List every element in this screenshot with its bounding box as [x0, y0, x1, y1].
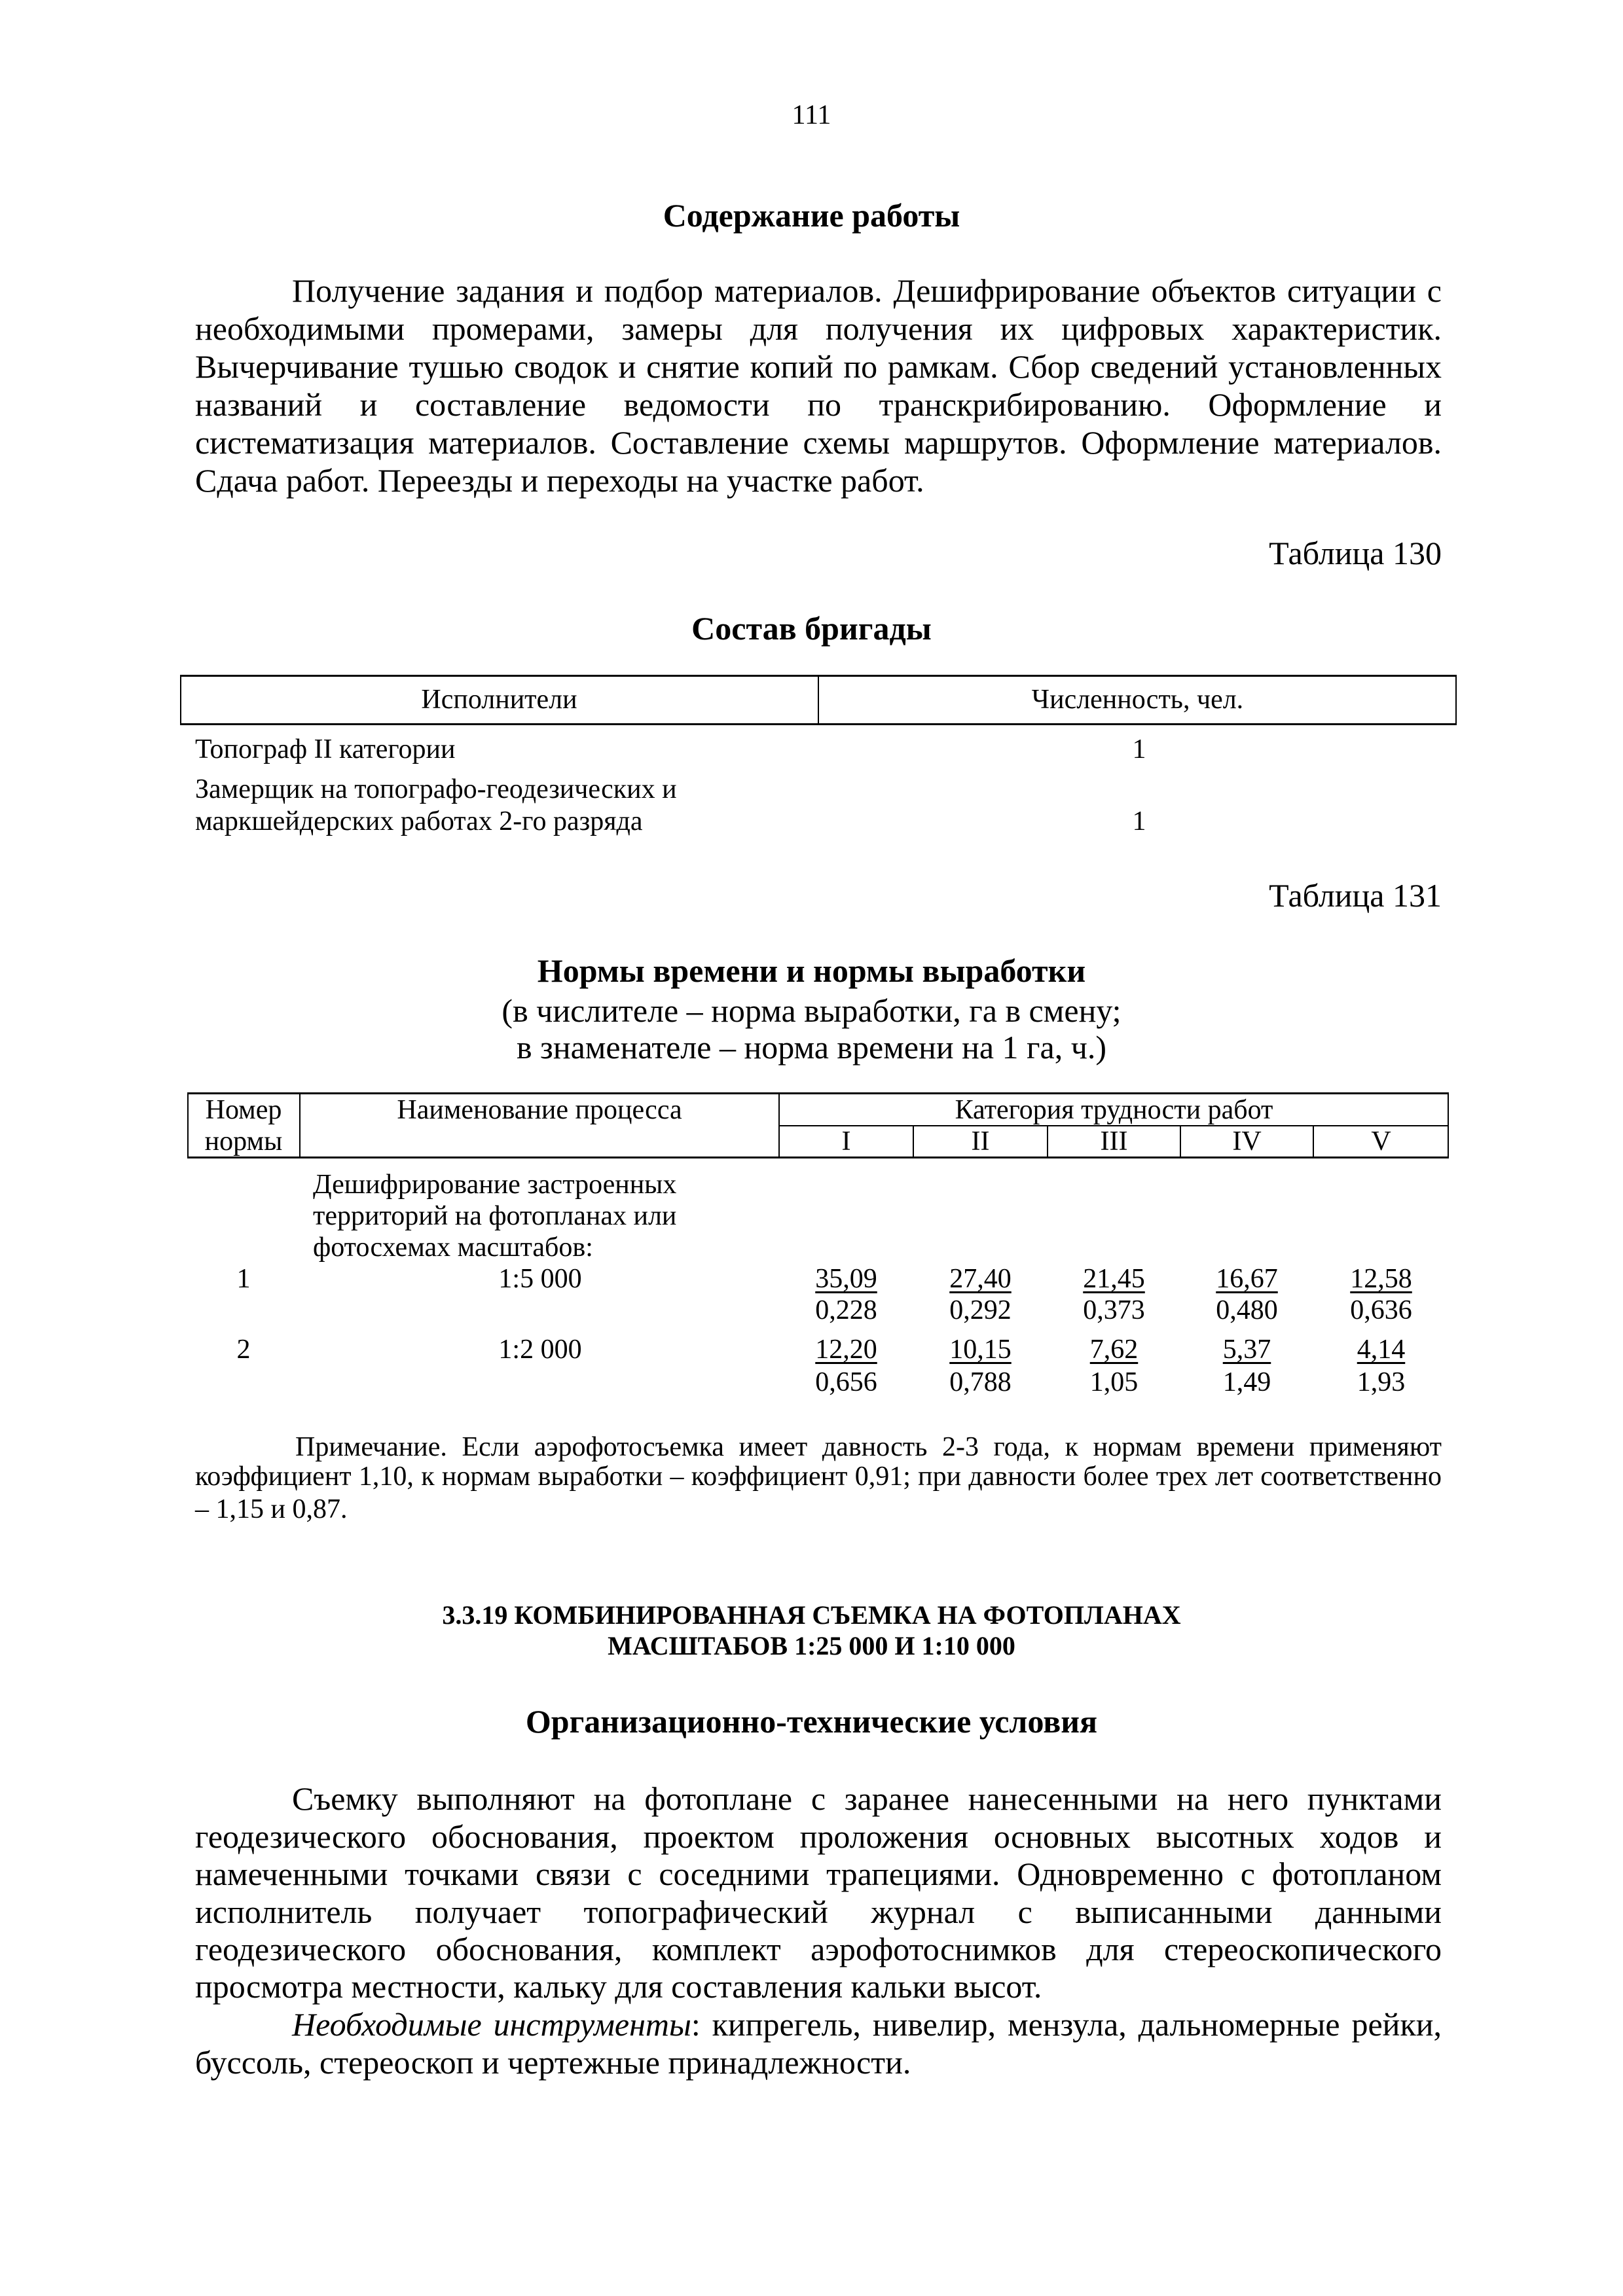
section-heading: 3.3.19 КОМБИНИРОВАННАЯ СЪЕМКА НА ФОТОПЛАНАХ: [442, 1600, 1181, 1630]
paragraph-line: названий и составление ведомости по транскрибированию. Оформление и: [195, 386, 1442, 423]
time-norm: 1,49: [1222, 1367, 1271, 1397]
note-line: коэффициент 1,10, к нормам выработки – коэффициент 0,91; при давности более трех лет соответственно: [195, 1462, 1442, 1492]
process-group-label: территорий на фотопланах или: [313, 1201, 677, 1231]
process-group-label: Дешифрирование застроенных: [313, 1170, 677, 1200]
paragraph-line: геодезического обоснования, проектом проложения основных высотных ходов и: [195, 1818, 1442, 1855]
column-header-process: Наименование процесса: [397, 1095, 682, 1125]
section-heading: МАСШТАБОВ 1:25 000 И 1:10 000: [608, 1631, 1015, 1660]
output-norm: 7,62: [1089, 1335, 1139, 1365]
table-131-subtitle: (в числителе – норма выработки, га в смену;: [501, 992, 1122, 1029]
table-131-label: Таблица 131: [1269, 877, 1442, 914]
paragraph-line: [292, 2005, 1442, 2043]
paragraph-line: геодезического обоснования, комплект аэрофотоснимков для стереоскопического: [195, 1931, 1442, 1967]
column-header-number: Номер: [205, 1095, 282, 1125]
column-header-number: нормы: [204, 1126, 283, 1157]
paragraph-line: Получение задания и подбор материалов. Дешифрирование объектов ситуации с: [292, 272, 1442, 309]
table-131-title: Нормы времени и нормы выработки: [537, 952, 1086, 989]
tools-list: : кипрегель, нивелир, мензула, дальномерные рейки,: [691, 2006, 1442, 2043]
output-norm: 12,20: [815, 1335, 877, 1365]
output-norm: 4,14: [1357, 1335, 1406, 1365]
paragraph-line: Сдача работ. Переезды и переходы на участке работ.: [195, 462, 924, 499]
output-norm: 10,15: [949, 1335, 1012, 1365]
paragraph-line: систематизация материалов. Составление схемы маршрутов. Оформление материалов.: [195, 424, 1442, 461]
paragraph-line: просмотра местности, кальку для составления кальки высот.: [195, 1968, 1042, 2005]
paragraph-line: исполнитель получает топографический журнал с выписанными данными: [195, 1893, 1442, 1930]
time-norm: 1,05: [1089, 1367, 1139, 1397]
paragraph-line: необходимыми промерами, замеры для получения их цифровых характеристик.: [195, 310, 1442, 347]
output-norm: 35,09: [815, 1264, 877, 1294]
time-norm: 0,656: [815, 1367, 877, 1397]
table-130-label: Таблица 130: [1269, 535, 1442, 571]
subsection-title: Организационно-технические условия: [525, 1703, 1098, 1740]
output-norm: 12,58: [1350, 1264, 1412, 1294]
category-header-2: II: [971, 1126, 990, 1157]
process-scale: 1:2 000: [498, 1335, 582, 1365]
process-group-label: фотосхемах масштабов:: [313, 1232, 593, 1263]
column-header-category: Категория трудности работ: [955, 1095, 1273, 1125]
paragraph-line: буссоль, стереоскоп и чертежные принадлежности.: [195, 2044, 911, 2081]
process-scale: 1:5 000: [498, 1264, 582, 1294]
time-norm: 0,480: [1216, 1295, 1278, 1325]
performer-name: Замерщик на топографо-геодезических и: [195, 774, 677, 804]
output-norm: 27,40: [949, 1264, 1012, 1294]
headcount: 1: [1132, 734, 1146, 764]
category-header-5: V: [1371, 1126, 1391, 1157]
column-header-headcount: Численность, чел.: [1031, 685, 1244, 715]
headcount: 1: [1132, 806, 1146, 836]
output-norm: 21,45: [1083, 1264, 1145, 1294]
output-norm: 16,67: [1216, 1264, 1278, 1294]
tools-label: Необходимые инструменты: [292, 2006, 691, 2043]
table-131-subtitle: в знаменателе – норма времени на 1 га, ч.): [516, 1029, 1107, 1066]
category-header-1: I: [841, 1126, 851, 1157]
paragraph-line: намеченными точками связи с соседними трапециями. Одновременно с фотопланом: [195, 1856, 1442, 1892]
performer-name: маркшейдерских работах 2-го разряда: [195, 806, 643, 836]
table-130-title: Состав бригады: [691, 610, 932, 647]
time-norm: 0,228: [815, 1295, 877, 1325]
category-header-3: III: [1100, 1126, 1128, 1157]
norm-number: 2: [236, 1335, 251, 1365]
category-header-4: IV: [1232, 1126, 1262, 1157]
time-norm: 0,636: [1350, 1295, 1412, 1325]
time-norm: 0,788: [949, 1367, 1012, 1397]
time-norm: 1,93: [1357, 1367, 1406, 1397]
column-header-performers: Исполнители: [421, 685, 577, 715]
paragraph-line: Съемку выполняют на фотоплане с заранее нанесенными на него пунктами: [292, 1780, 1442, 1817]
output-norm: 5,37: [1222, 1335, 1271, 1365]
section-title-work-content: Содержание работы: [663, 197, 960, 234]
time-norm: 0,373: [1083, 1295, 1145, 1325]
note-line: – 1,15 и 0,87.: [195, 1494, 348, 1524]
note-line: Примечание. Если аэрофотосъемка имеет давность 2-3 года, к нормам времени применяют: [295, 1432, 1442, 1462]
norm-number: 1: [236, 1264, 251, 1294]
time-norm: 0,292: [949, 1295, 1012, 1325]
performer-name: Топограф II категории: [195, 734, 456, 764]
paragraph-line: Вычерчивание тушью сводок и снятие копий по рамкам. Сбор сведений установленных: [195, 348, 1442, 385]
page-number: 111: [792, 100, 831, 130]
